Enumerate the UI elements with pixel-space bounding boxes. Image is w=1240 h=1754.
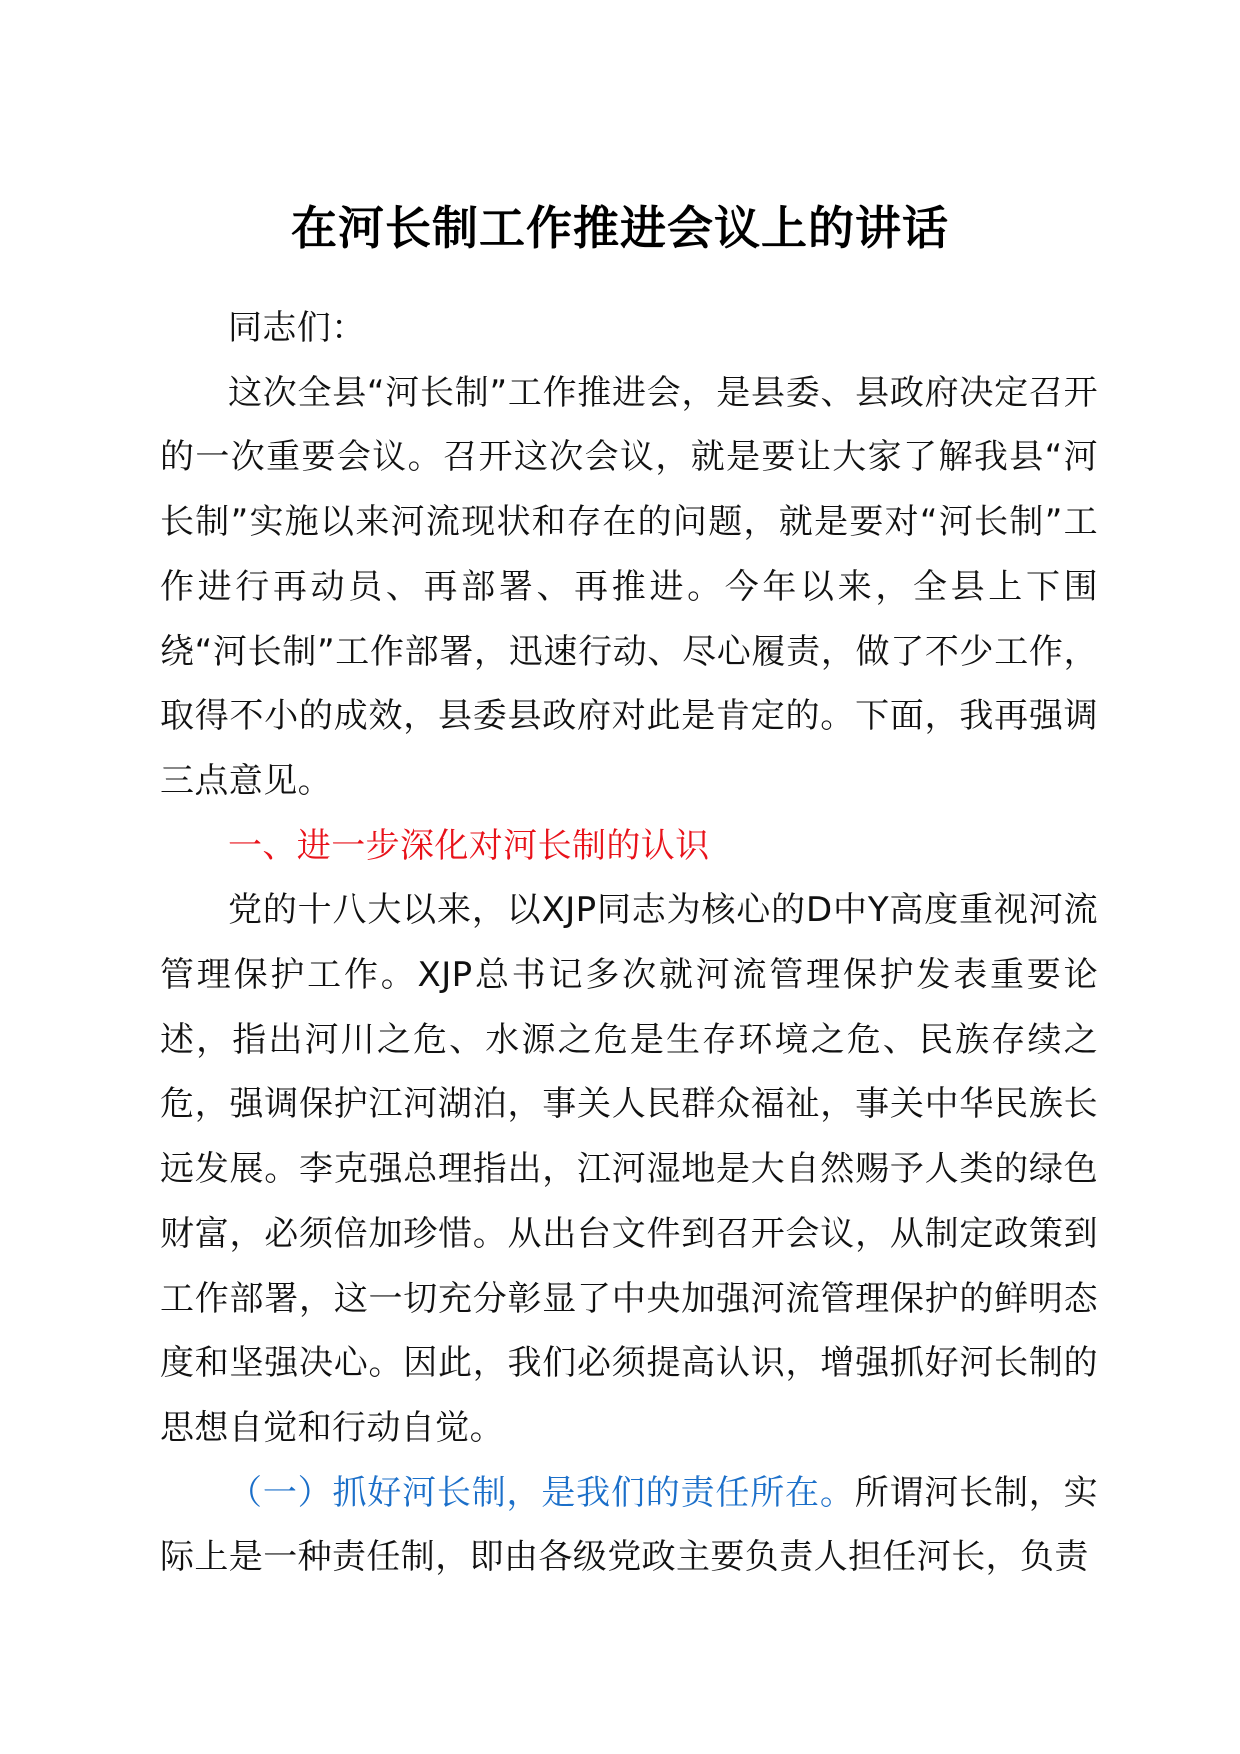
section-heading-1: 一、进一步深化对河长制的认识	[228, 825, 710, 866]
subsection-heading-1: （一）抓好河长制，是我们的责任所在。	[228, 1472, 855, 1513]
document-title: 在河长制工作推进会议上的讲话	[291, 201, 949, 255]
paragraph-intro: 这次全县“河长制”工作推进会，是县委、县政府决定召开的一次重要会议。召开这次会议，就是要让大家了解我县“河长制”实施以来河流现状和存在的问题，就是要对“河长制”工作进行再动员、再部署、再推进。今年以来，全县上下围绕“河长制”工作部署，迅速行动、尽心履责，做了不少工作，取得不小的成效，县委县政府对此是肯定的。下面，我再强调三点意见。	[160, 372, 1098, 801]
subsection-1-text: 所谓河长制，实际上是一种责任制，即由各级党政主要负责人担任河长，负责	[160, 1472, 1098, 1578]
paragraph-section-1: 党的十八大以来，以XJP同志为核心的D中Y高度重视河流管理保护工作。XJP总书记多次就河流管理保护发表重要论述，指出河川之危、水源之危是生存环境之危、民族存续之危，强调保护江河湖泊，事关人民群众福祉，事关中华民族长远发展。李克强总理指出，江河湿地是大自然赐予人类的绿色财富，必须倍加珍惜。从出台文件到召开会议，从制定政策到工作部署，这一切充分彰显了中央加强河流管理保护的鲜明态度和坚强决心。因此，我们必须提高认识，增强抓好河长制的思想自觉和行动自觉。	[160, 890, 1098, 1448]
salutation: 同志们：	[228, 308, 366, 348]
paragraph-subsection-1	[160, 1461, 1098, 1590]
document-body	[160, 296, 1098, 1590]
